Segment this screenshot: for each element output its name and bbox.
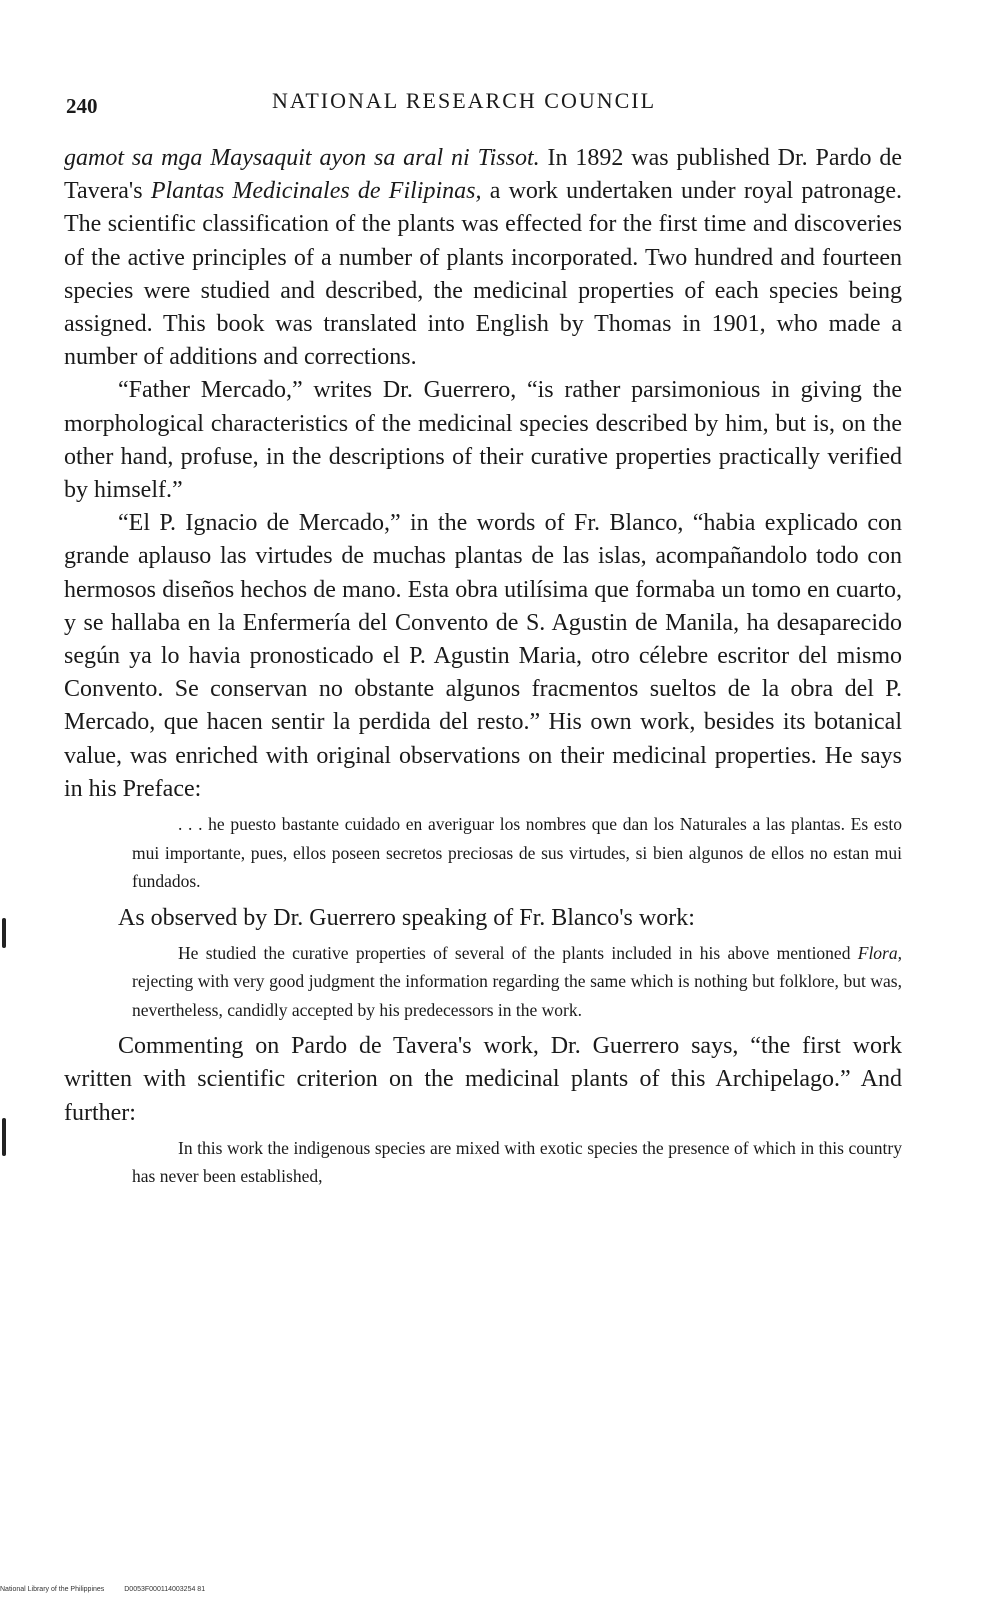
block-quote-2-italic: Flora, xyxy=(857,942,902,963)
paragraph-1-text-b: In 1892 was published Dr. Pardo de Tavera's xyxy=(64,145,902,205)
paragraph-1-text-d: a work undertaken under royal patronage. The scientific classification of the plants was effected for the first time and discoveries of the active principles of a number of plants incorporated. Two hundred and fourteen species were studied and described, the medicinal properties of each species being assigned. This book was translated into English by Thomas in 1901, who made a number of additions and corrections. xyxy=(64,178,902,371)
scan-footer xyxy=(0,1586,223,1593)
block-quote-2-text-c: rejecting with very good judgment the information regarding the same which is nothing but folklore, but was, nevertheless, candidly accepted by his predecessors in the work. xyxy=(132,971,902,1020)
block-quote-2-text-a: He studied the curative properties of several of the plants included in his above mentioned xyxy=(178,942,858,963)
block-quote-3: In this work the indigenous species are mixed with exotic species the presence of which in this country has never been established, xyxy=(132,1137,902,1187)
running-head: NATIONAL RESEARCH COUNCIL xyxy=(272,88,657,113)
paragraph-3: “El P. Ignacio de Mercado,” in the words of Fr. Blanco, “habia explicado con grande aplauso las virtudes de muchas plantas de las islas, acompañandolo todo con hermosos diseños hechos de mano. Esta obra utilísima que formaba un tomo en cuarto, y se hallaba en la Enfermería del Convento de S. Agustin de Manila, ha desaparecido según ya lo havia pronosticado el P. Agustin Maria, otro célebre escritor del mismo Convento. Se conservan no obstante algunos fracmentos sueltos de la obra del P. Mercado, que hacen sentir la perdida del resto.” His own work, besides its botanical value, was enriched with original observations on their medicinal properties. He says in his Preface: xyxy=(64,510,902,802)
scan-speck xyxy=(2,1118,6,1156)
paragraph-4: As observed by Dr. Guerrero speaking of Fr. Blanco's work: xyxy=(118,904,695,931)
footer-library: National Library of the Philippines xyxy=(0,1586,105,1593)
footer-code: D0053F000114003254 81 xyxy=(124,1586,206,1593)
page-number: 240 xyxy=(66,94,98,118)
block-quote-1: . . . he puesto bastante cuidado en averiguar los nombres que dan los Naturales a las plantas. Es esto mui importante, pues, ellos poseen secretos preciosas de sus virtudes, si bien algunos de ellos no estan mui fundados. xyxy=(132,814,902,892)
paragraph-1-italic-title: gamot sa mga Maysaquit ayon sa aral ni Tissot. xyxy=(64,145,540,171)
paragraph-1 xyxy=(64,142,902,374)
body-text xyxy=(64,142,902,1197)
block-quote-2 xyxy=(132,939,902,1025)
paragraph-5: Commenting on Pardo de Tavera's work, Dr. Guerrero says, “the first work written with scientific criterion on the medicinal plants of this Archipelago.” And further: xyxy=(64,1033,902,1126)
paragraph-1-italic-book: Plantas Medicinales de Filipinas, xyxy=(150,178,482,205)
paragraph-2: “Father Mercado,” writes Dr. Guerrero, “is rather parsimonious in giving the morphological characteristics of the medicinal species described by him, but is, on the other hand, profuse, in the descriptions of their curative properties practically verified by himself.” xyxy=(64,377,902,504)
page-header xyxy=(62,88,902,128)
scan-speck xyxy=(2,918,6,948)
